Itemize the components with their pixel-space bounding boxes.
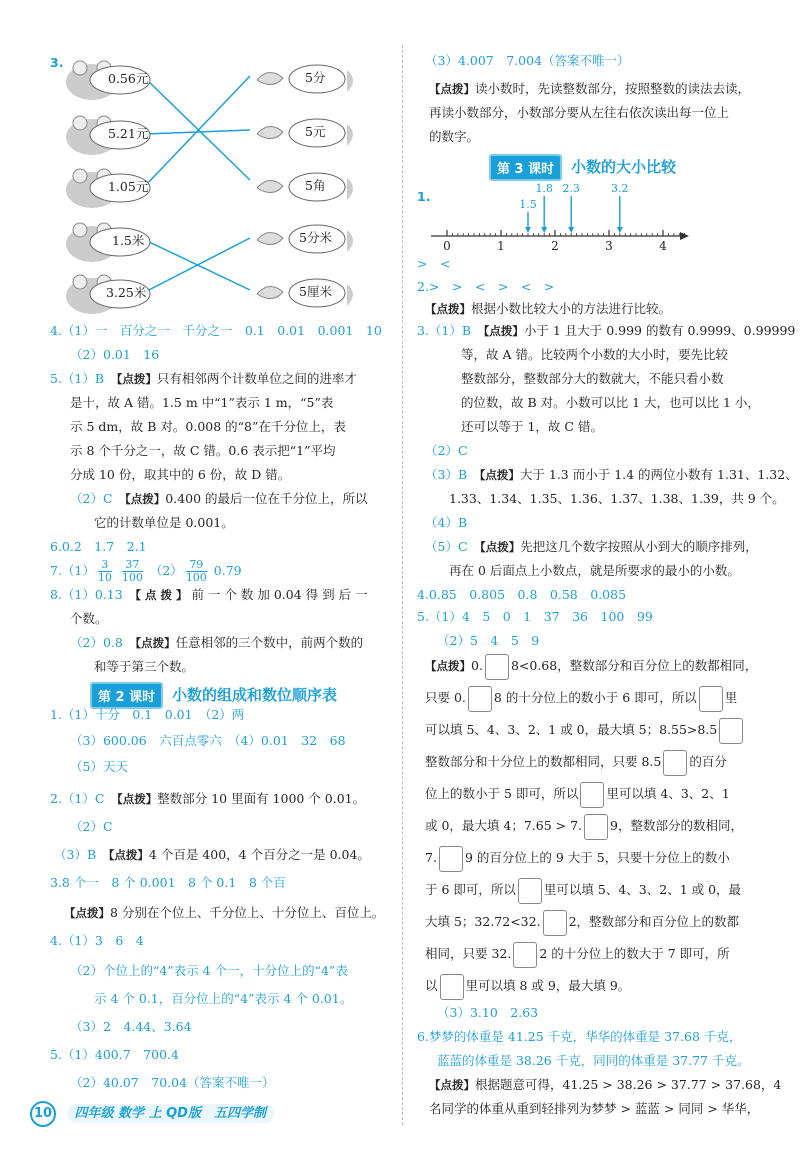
tip-label: 【 点 拨 】 — [135, 588, 188, 602]
blank-box — [468, 686, 492, 712]
r3-line10 — [425, 538, 758, 556]
text: 里可以填 5、4、3、2、1 或 0，最 — [543, 882, 742, 897]
l2-q1-line2: （3）600.06 六百点零六 （4）0.01 32 68 — [70, 733, 346, 748]
l2-q2-text: 整数部分 10 里面有 1000 个 0.01。 — [157, 791, 366, 806]
l2-q2-answer: 2.（1）C — [50, 791, 105, 806]
r6-tip — [429, 1076, 781, 1094]
shrimp-card — [255, 62, 365, 99]
r3-line2: 等，故 A 错。比较两个小数的大小时，要先比较 — [461, 347, 728, 362]
tick-label: 2 — [551, 239, 559, 253]
text: 0. — [471, 658, 483, 673]
l2-q5-line1: 5.（1）400.7 700.4 — [50, 1047, 179, 1062]
shrimp-label: 5分 — [305, 70, 326, 85]
r3-text-1: 小于 1 且大于 0.999 的数有 0.9999、0.99999 — [523, 323, 796, 338]
tick-label: 0 — [443, 239, 451, 253]
q4-line2: （2）0.01 16 — [70, 347, 160, 362]
r5-tip-4 — [425, 748, 727, 776]
crab-label: 1.5米 — [112, 233, 145, 248]
r5-tip-3 — [425, 716, 745, 744]
fraction-numerator: 79 — [186, 559, 207, 572]
blank-box — [584, 814, 608, 840]
text: 可以填 5、4、3、2、1 或 0，最大填 5；8.55>8.5 — [425, 722, 718, 737]
r5-tip-1 — [425, 652, 757, 680]
crab-label: 5.21元 — [108, 126, 149, 141]
lesson-3-title: 小数的大小比较 — [571, 158, 677, 176]
q8-answer-2: （2）0.8 — [70, 635, 123, 650]
q5-a-line5: 分成 10 份，取其中的 6 份，故 D 错。 — [70, 467, 291, 482]
crab-card — [62, 272, 152, 319]
q8-line4: 和等于第三个数。 — [94, 659, 195, 674]
blank-box — [440, 974, 464, 1000]
l2-q1-line3: （5）天天 — [70, 759, 128, 774]
r3-answer-7: （3）B — [425, 467, 468, 482]
fraction — [186, 559, 207, 584]
lesson-2-badge: 第 2 课时 — [90, 682, 163, 709]
nl-answer: > < — [417, 256, 451, 271]
r3-line6: （2）C — [425, 443, 468, 458]
blank-box — [543, 910, 567, 936]
q8-line3 — [70, 634, 363, 652]
l2-q3-tip — [64, 904, 384, 922]
text: 9 的百分位上的 9 大于 5，只要十分位上的数小 — [464, 850, 730, 865]
r3-answer-1: 3.（1）B — [417, 323, 472, 338]
marker-label: 1.8 — [535, 182, 553, 195]
shrimp-card — [255, 170, 365, 207]
q5-a-line1 — [50, 370, 357, 388]
q3-number: 3. — [50, 55, 64, 70]
fraction-denominator: 100 — [185, 571, 207, 584]
blank-box — [513, 942, 537, 968]
r3-line9: （4）B — [425, 515, 468, 530]
text: 7. — [425, 850, 437, 865]
l2-q2-answer-3: （3）B — [54, 847, 97, 862]
l2-q5-line2: （2）40.07 70.04（答案不唯一） — [70, 1075, 275, 1090]
lesson-2-title: 小数的组成和数位顺序表 — [172, 686, 338, 704]
r5-tip-5 — [425, 780, 730, 808]
text: 8 的十分位上的数小于 6 即可，所以 — [493, 690, 697, 705]
text: 整数部分和十分位上的数都相同，只要 8.5 — [425, 754, 662, 769]
fraction-numerator: 3 — [98, 559, 112, 572]
crab-label: 1.05元 — [108, 179, 149, 194]
l2-q3-line: 3.8 个一 8 个 0.001 8 个 0.1 8 个百 — [50, 875, 286, 890]
q5-a-line4: 示 8 个千分之一，故 C 错。0.6 表示把“1”平均 — [70, 443, 336, 458]
crab-card — [62, 113, 152, 160]
shrimp-card — [255, 222, 365, 259]
r-tip1-text: 读小数时，先读整数部分，按照整数的读法去读， — [475, 81, 751, 96]
r3-text-7: 大于 1.3 而小于 1.4 的两位小数有 1.31、1.32、 — [519, 467, 798, 482]
q5-b-line1 — [70, 490, 368, 508]
shrimp-card — [255, 116, 365, 153]
lesson-3-badge: 第 3 课时 — [489, 154, 562, 181]
text: 2 的十分位上的数大于 7 即可，所 — [539, 946, 730, 961]
crab-card — [62, 220, 152, 267]
text: 2，整数部分和百分位上的数都 — [568, 914, 740, 929]
r5-tip-10 — [425, 940, 730, 968]
crab-card — [62, 58, 152, 105]
blank-box — [580, 782, 604, 808]
q5-a-text: 只有相邻两个计数单位之间的进率才 — [156, 371, 357, 386]
l2-q2-line3 — [54, 846, 370, 864]
blank-box — [719, 718, 743, 744]
r5-tip-9 — [425, 908, 739, 936]
r3-line3: 整数部分，整数部分大的数就大，不能只看小数 — [461, 371, 724, 386]
r3-answer-10: （5）C — [425, 539, 468, 554]
q7-mid: （2） — [149, 563, 183, 578]
text: 只要 0. — [425, 690, 466, 705]
r6-tip-text: 根据题意可得，41.25 > 38.26 > 37.77 > 37.68，4 — [475, 1077, 782, 1092]
text: 里 — [724, 690, 738, 705]
fraction-denominator: 10 — [97, 571, 112, 584]
r3-line1 — [417, 322, 795, 340]
q8-text-2: 任意相邻的三个数中，前两个数的 — [175, 635, 364, 650]
footer — [30, 1101, 274, 1127]
number-line — [425, 180, 695, 256]
blank-box — [663, 750, 687, 776]
tip-label: 【点拨】 — [108, 848, 149, 862]
marker-label: 2.3 — [562, 182, 580, 195]
tip-label: 【点拨】 — [64, 906, 110, 920]
l2-q4-line4: （3）2 4.44、3.64 — [70, 1019, 192, 1034]
r2-tip-text: 根据小数比较大小的方法进行比较。 — [471, 301, 672, 316]
tick-label: 3 — [605, 239, 613, 253]
page-number: 10 — [30, 1101, 56, 1127]
r3-line8: 1.33、1.34、1.35、1.36、1.37、1.38、1.39，共 9 个。 — [449, 491, 785, 506]
text: 位上的数小于 5 即可，所以 — [425, 786, 579, 801]
r5-tip-8 — [425, 876, 741, 904]
text: 8<0.68，整数部分和百分位上的数都相同， — [510, 658, 758, 673]
r2-tip — [425, 300, 671, 318]
blank-box — [518, 878, 542, 904]
r5-line2: （2）5 4 5 9 — [437, 633, 540, 648]
r3-line7 — [425, 466, 798, 484]
q8-line2: 个数。 — [70, 611, 108, 626]
r6-line2: 蓝蓝的体重是 38.26 千克，同同的体重是 37.77 千克。 — [437, 1053, 750, 1068]
tick-label: 4 — [659, 239, 667, 253]
q5-a-line2: 是十，故 A 错。1.5 m 中“1”表示 1 m，“5”表 — [70, 395, 334, 410]
marker-arrow-head — [617, 227, 623, 233]
text: 大填 5；32.72<32. — [425, 914, 541, 929]
fraction-numerator: 37 — [122, 559, 143, 572]
q5-a-line3: 示 5 dm，故 B 对。0.008 的“8”在千分位上，表 — [70, 419, 346, 434]
r-top-line: （3）4.007 7.004（答案不唯一） — [425, 53, 630, 68]
q8-answer-1: 8.（1）0.13 — [50, 587, 123, 602]
l2-q4-line2: （2）个位上的“4”表示 4 个一，十分位上的“4”表 — [70, 963, 348, 978]
q5-b-answer: （2）C — [70, 491, 113, 506]
q8-text-1: 前 一 个 数 加 0.04 得 到 后 一 — [191, 587, 368, 602]
text: 的百分 — [689, 754, 727, 769]
footer-title: 四年级 数学 上 QD版 五四学制 — [67, 1104, 274, 1123]
l2-q2-line1 — [50, 790, 365, 808]
r5-line3: （3）3.10 2.63 — [437, 1005, 539, 1020]
tip-label: 【点拨】 — [479, 468, 520, 482]
r6-line1: 6.梦梦的体重是 41.25 千克，华华的体重是 37.68 千克， — [417, 1029, 742, 1044]
shrimp-label: 5角 — [305, 178, 326, 193]
r4-line: 4.0.85 0.805 0.8 0.58 0.085 — [417, 587, 627, 602]
column-divider — [402, 45, 403, 1125]
blank-box — [699, 686, 723, 712]
shrimp-label: 5厘米 — [299, 284, 332, 299]
r6-line3: 名同学的体重从重到轻排列为梦梦 > 蓝蓝 > 同同 > 华华， — [429, 1101, 760, 1116]
tip-label: 【点拨】 — [480, 540, 521, 554]
l2-q3-tip-text: 8 分别在个位上、千分位上、十分位上、百位上。 — [110, 905, 385, 920]
q7-prefix: 7.（1） — [50, 563, 95, 578]
blank-box — [485, 654, 509, 680]
r-tip1-line2: 再读小数部分，小数部分要从左往右依次读出每一位上 — [429, 105, 730, 120]
tip-label: 【点拨】 — [125, 492, 166, 506]
q5-b-text: 0.400 的最后一位在千分位上，所以 — [165, 491, 368, 506]
l2-q4-line1: 4.（1）3 6 4 — [50, 933, 144, 948]
text: 9，整数部分的数相同， — [610, 818, 744, 833]
fraction-denominator: 100 — [121, 571, 143, 584]
r3-line4: 的位数，故 B 对。小数可以比 1 大，也可以比 1 小， — [461, 395, 760, 410]
r3-line5: 还可以等于 1，故 C 错。 — [461, 419, 603, 434]
r5-tip-11 — [425, 972, 630, 1000]
q7-line — [50, 554, 242, 588]
l2-q1-line1: 1.（1）十分 0.1 0.01 （2）两 — [50, 707, 245, 722]
tip-label: 【点拨】 — [429, 82, 475, 96]
r3-line11: 再在 0 后面点上小数点，就是所要求的最小的小数。 — [449, 563, 740, 578]
l2-q2-text-3: 4 个百是 400，4 个百分之一是 0.04。 — [148, 847, 370, 862]
shrimp-label: 5元 — [305, 124, 326, 139]
q5-b-line2: 它的计数单位是 0.001。 — [94, 515, 234, 530]
shrimp-card — [255, 276, 365, 313]
tip-label: 【点拨】 — [425, 659, 471, 673]
crab-card — [62, 166, 152, 213]
r3-text-10: 先把这几个数字按照从小到大的顺序排列， — [520, 539, 758, 554]
marker-label: 1.5 — [519, 198, 537, 211]
marker-label: 3.2 — [611, 182, 629, 195]
tip-label: 【点拨】 — [429, 1078, 475, 1092]
text: 或 0，最大填 4；7.65 > 7. — [425, 818, 583, 833]
r5-tip-7 — [425, 844, 730, 872]
nl-number: 1. — [417, 189, 431, 204]
tip-label: 【点拨】 — [483, 324, 524, 338]
text: 里可以填 4、3、2、1 — [606, 786, 730, 801]
r5-tip-2 — [425, 684, 737, 712]
fraction — [122, 559, 143, 584]
r5-tip-6 — [425, 812, 743, 840]
tip-label: 【点拨】 — [116, 792, 158, 806]
l2-q4-line3: 示 4 个 0.1，百分位上的“4”表示 4 个 0.01。 — [94, 991, 353, 1006]
text: 里可以填 8 或 9，最大填 9。 — [465, 978, 631, 993]
l2-q2-line2: （2）C — [70, 819, 113, 834]
q4-line1: 4.（1）一 百分之一 千分之一 0.1 0.01 0.001 10 — [50, 323, 382, 338]
q7-end: 0.79 — [213, 563, 242, 578]
marker-arrow-head — [525, 227, 531, 233]
marker-arrow-head — [541, 227, 547, 233]
tick-label: 1 — [497, 239, 505, 253]
text: 以 — [425, 978, 438, 993]
tip-label: 【点拨】 — [116, 372, 157, 386]
blank-box — [439, 846, 463, 872]
text: 相同，只要 32. — [425, 946, 512, 961]
r-tip1-line3: 的数字。 — [429, 129, 480, 144]
text: 于 6 即可，所以 — [425, 882, 516, 897]
shrimp-label: 5分米 — [299, 230, 332, 245]
q8-line1 — [50, 586, 368, 604]
marker-arrow-head — [568, 227, 574, 233]
q5-a-answer: 5.（1）B — [50, 371, 105, 386]
tip-label: 【点拨】 — [425, 302, 471, 316]
r5-line1: 5.（1）4 5 0 1 37 36 100 99 — [417, 609, 653, 624]
tip-label: 【点拨】 — [135, 636, 176, 650]
fraction — [98, 559, 112, 584]
match-line — [145, 238, 250, 292]
r-tip1-line1 — [429, 80, 750, 98]
q6-line: 6.0.2 1.7 2.1 — [50, 539, 147, 554]
crab-label: 3.25米 — [106, 285, 147, 300]
crab-label: 0.56元 — [108, 71, 149, 86]
r2-line: 2.> > < > < > — [417, 279, 555, 294]
